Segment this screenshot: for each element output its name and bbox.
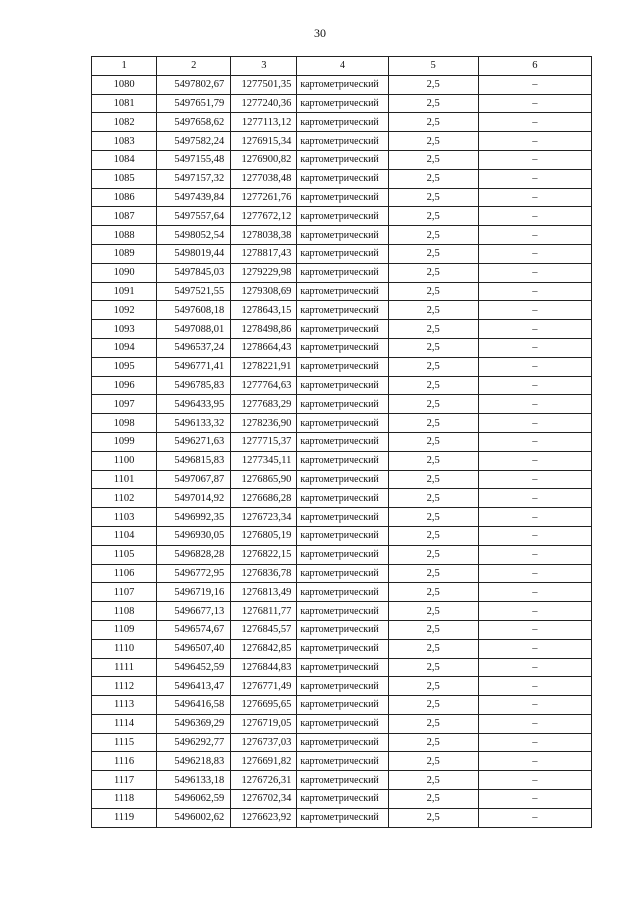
x-coordinate-cell: 5496992,35 [157, 508, 231, 527]
point-number-cell: 1101 [92, 470, 157, 489]
method-cell: картометрический [297, 658, 388, 677]
table-row [92, 583, 592, 602]
point-number-cell: 1119 [92, 808, 157, 827]
note-cell: – [478, 338, 591, 357]
accuracy-cell: 2,5 [388, 150, 478, 169]
column-header-2: 2 [157, 57, 231, 76]
method-cell: картометрический [297, 790, 388, 809]
method-cell: картометрический [297, 602, 388, 621]
note-cell: – [478, 414, 591, 433]
accuracy-cell: 2,5 [388, 376, 478, 395]
x-coordinate-cell: 5496815,83 [157, 451, 231, 470]
y-coordinate-cell: 1276695,65 [231, 696, 297, 715]
point-number-cell: 1117 [92, 771, 157, 790]
x-coordinate-cell: 5496772,95 [157, 564, 231, 583]
x-coordinate-cell: 5496369,29 [157, 714, 231, 733]
y-coordinate-cell: 1276836,78 [231, 564, 297, 583]
table-row [92, 357, 592, 376]
accuracy-cell: 2,5 [388, 94, 478, 113]
table-row [92, 470, 592, 489]
note-cell: – [478, 263, 591, 282]
y-coordinate-cell: 1276691,82 [231, 752, 297, 771]
table-row [92, 169, 592, 188]
y-coordinate-cell: 1277715,37 [231, 432, 297, 451]
point-number-cell: 1108 [92, 602, 157, 621]
note-cell: – [478, 169, 591, 188]
y-coordinate-cell: 1276737,03 [231, 733, 297, 752]
table-row [92, 733, 592, 752]
method-cell: картометрический [297, 226, 388, 245]
method-cell: картометрический [297, 808, 388, 827]
note-cell: – [478, 395, 591, 414]
method-cell: картометрический [297, 113, 388, 132]
y-coordinate-cell: 1277240,36 [231, 94, 297, 113]
table-row [92, 263, 592, 282]
method-cell: картометрический [297, 357, 388, 376]
x-coordinate-cell: 5496133,18 [157, 771, 231, 790]
table-row [92, 113, 592, 132]
table-row [92, 771, 592, 790]
accuracy-cell: 2,5 [388, 432, 478, 451]
accuracy-cell: 2,5 [388, 658, 478, 677]
note-cell: – [478, 470, 591, 489]
y-coordinate-cell: 1276865,90 [231, 470, 297, 489]
method-cell: картометрический [297, 639, 388, 658]
accuracy-cell: 2,5 [388, 771, 478, 790]
x-coordinate-cell: 5496292,77 [157, 733, 231, 752]
method-cell: картометрический [297, 583, 388, 602]
method-cell: картометрический [297, 188, 388, 207]
y-coordinate-cell: 1276915,34 [231, 132, 297, 151]
x-coordinate-cell: 5496413,47 [157, 677, 231, 696]
y-coordinate-cell: 1277345,11 [231, 451, 297, 470]
method-cell: картометрический [297, 282, 388, 301]
point-number-cell: 1080 [92, 75, 157, 94]
point-number-cell: 1111 [92, 658, 157, 677]
note-cell: – [478, 244, 591, 263]
method-cell: картометрический [297, 207, 388, 226]
point-number-cell: 1096 [92, 376, 157, 395]
accuracy-cell: 2,5 [388, 207, 478, 226]
note-cell: – [478, 526, 591, 545]
note-cell: – [478, 620, 591, 639]
table-row [92, 752, 592, 771]
point-number-cell: 1081 [92, 94, 157, 113]
point-number-cell: 1116 [92, 752, 157, 771]
point-number-cell: 1083 [92, 132, 157, 151]
point-number-cell: 1104 [92, 526, 157, 545]
y-coordinate-cell: 1276844,83 [231, 658, 297, 677]
note-cell: – [478, 790, 591, 809]
table-row [92, 545, 592, 564]
y-coordinate-cell: 1278664,43 [231, 338, 297, 357]
y-coordinate-cell: 1276623,92 [231, 808, 297, 827]
point-number-cell: 1089 [92, 244, 157, 263]
column-header-5: 5 [388, 57, 478, 76]
column-header-4: 4 [297, 57, 388, 76]
table-body [92, 75, 592, 827]
note-cell: – [478, 150, 591, 169]
y-coordinate-cell: 1276686,28 [231, 489, 297, 508]
note-cell: – [478, 226, 591, 245]
method-cell: картометрический [297, 470, 388, 489]
accuracy-cell: 2,5 [388, 263, 478, 282]
table-row [92, 790, 592, 809]
y-coordinate-cell: 1277038,48 [231, 169, 297, 188]
y-coordinate-cell: 1276900,82 [231, 150, 297, 169]
method-cell: картометрический [297, 132, 388, 151]
y-coordinate-cell: 1277672,12 [231, 207, 297, 226]
method-cell: картометрический [297, 94, 388, 113]
column-header-6: 6 [478, 57, 591, 76]
note-cell: – [478, 301, 591, 320]
x-coordinate-cell: 5498052,54 [157, 226, 231, 245]
table-row [92, 639, 592, 658]
accuracy-cell: 2,5 [388, 132, 478, 151]
y-coordinate-cell: 1276842,85 [231, 639, 297, 658]
x-coordinate-cell: 5496537,24 [157, 338, 231, 357]
y-coordinate-cell: 1277261,76 [231, 188, 297, 207]
point-number-cell: 1102 [92, 489, 157, 508]
method-cell: картометрический [297, 414, 388, 433]
point-number-cell: 1090 [92, 263, 157, 282]
accuracy-cell: 2,5 [388, 583, 478, 602]
x-coordinate-cell: 5496574,67 [157, 620, 231, 639]
point-number-cell: 1092 [92, 301, 157, 320]
note-cell: – [478, 508, 591, 527]
accuracy-cell: 2,5 [388, 301, 478, 320]
point-number-cell: 1103 [92, 508, 157, 527]
method-cell: картометрический [297, 771, 388, 790]
method-cell: картометрический [297, 395, 388, 414]
method-cell: картометрический [297, 508, 388, 527]
accuracy-cell: 2,5 [388, 639, 478, 658]
method-cell: картометрический [297, 320, 388, 339]
method-cell: картометрический [297, 714, 388, 733]
y-coordinate-cell: 1276805,19 [231, 526, 297, 545]
accuracy-cell: 2,5 [388, 508, 478, 527]
point-number-cell: 1110 [92, 639, 157, 658]
method-cell: картометрический [297, 564, 388, 583]
y-coordinate-cell: 1279229,98 [231, 263, 297, 282]
note-cell: – [478, 132, 591, 151]
table-row [92, 696, 592, 715]
y-coordinate-cell: 1276719,05 [231, 714, 297, 733]
x-coordinate-cell: 5496677,13 [157, 602, 231, 621]
table-row [92, 489, 592, 508]
point-number-cell: 1106 [92, 564, 157, 583]
method-cell: картометрический [297, 263, 388, 282]
accuracy-cell: 2,5 [388, 188, 478, 207]
y-coordinate-cell: 1277764,63 [231, 376, 297, 395]
method-cell: картометрический [297, 489, 388, 508]
y-coordinate-cell: 1276811,77 [231, 602, 297, 621]
y-coordinate-cell: 1276771,49 [231, 677, 297, 696]
accuracy-cell: 2,5 [388, 451, 478, 470]
point-number-cell: 1107 [92, 583, 157, 602]
x-coordinate-cell: 5497521,55 [157, 282, 231, 301]
column-header-3: 3 [231, 57, 297, 76]
accuracy-cell: 2,5 [388, 545, 478, 564]
y-coordinate-cell: 1277113,12 [231, 113, 297, 132]
point-number-cell: 1088 [92, 226, 157, 245]
y-coordinate-cell: 1278817,43 [231, 244, 297, 263]
note-cell: – [478, 583, 591, 602]
table-row [92, 395, 592, 414]
x-coordinate-cell: 5497608,18 [157, 301, 231, 320]
accuracy-cell: 2,5 [388, 489, 478, 508]
note-cell: – [478, 282, 591, 301]
y-coordinate-cell: 1278643,15 [231, 301, 297, 320]
note-cell: – [478, 564, 591, 583]
x-coordinate-cell: 5496271,63 [157, 432, 231, 451]
x-coordinate-cell: 5497557,64 [157, 207, 231, 226]
x-coordinate-cell: 5497802,67 [157, 75, 231, 94]
accuracy-cell: 2,5 [388, 714, 478, 733]
note-cell: – [478, 752, 591, 771]
note-cell: – [478, 451, 591, 470]
method-cell: картометрический [297, 244, 388, 263]
accuracy-cell: 2,5 [388, 282, 478, 301]
x-coordinate-cell: 5497067,87 [157, 470, 231, 489]
point-number-cell: 1099 [92, 432, 157, 451]
y-coordinate-cell: 1276845,57 [231, 620, 297, 639]
x-coordinate-cell: 5496719,16 [157, 583, 231, 602]
accuracy-cell: 2,5 [388, 677, 478, 696]
y-coordinate-cell: 1278038,38 [231, 226, 297, 245]
table-row [92, 564, 592, 583]
note-cell: – [478, 602, 591, 621]
method-cell: картометрический [297, 301, 388, 320]
column-header-1: 1 [92, 57, 157, 76]
note-cell: – [478, 113, 591, 132]
note-cell: – [478, 714, 591, 733]
accuracy-cell: 2,5 [388, 338, 478, 357]
method-cell: картометрический [297, 620, 388, 639]
note-cell: – [478, 432, 591, 451]
method-cell: картометрический [297, 75, 388, 94]
y-coordinate-cell: 1277683,29 [231, 395, 297, 414]
accuracy-cell: 2,5 [388, 602, 478, 621]
point-number-cell: 1115 [92, 733, 157, 752]
note-cell: – [478, 677, 591, 696]
note-cell: – [478, 320, 591, 339]
accuracy-cell: 2,5 [388, 320, 478, 339]
accuracy-cell: 2,5 [388, 113, 478, 132]
point-number-cell: 1084 [92, 150, 157, 169]
method-cell: картометрический [297, 677, 388, 696]
note-cell: – [478, 94, 591, 113]
method-cell: картометрический [297, 169, 388, 188]
x-coordinate-cell: 5496828,28 [157, 545, 231, 564]
x-coordinate-cell: 5496771,41 [157, 357, 231, 376]
page-number: 30 [314, 26, 326, 40]
x-coordinate-cell: 5496416,58 [157, 696, 231, 715]
accuracy-cell: 2,5 [388, 244, 478, 263]
method-cell: картометрический [297, 752, 388, 771]
x-coordinate-cell: 5497651,79 [157, 94, 231, 113]
y-coordinate-cell: 1276723,34 [231, 508, 297, 527]
table-row [92, 714, 592, 733]
y-coordinate-cell: 1276822,15 [231, 545, 297, 564]
note-cell: – [478, 376, 591, 395]
y-coordinate-cell: 1277501,35 [231, 75, 297, 94]
x-coordinate-cell: 5497155,48 [157, 150, 231, 169]
accuracy-cell: 2,5 [388, 752, 478, 771]
accuracy-cell: 2,5 [388, 620, 478, 639]
accuracy-cell: 2,5 [388, 169, 478, 188]
x-coordinate-cell: 5497845,03 [157, 263, 231, 282]
point-number-cell: 1095 [92, 357, 157, 376]
x-coordinate-cell: 5497157,32 [157, 169, 231, 188]
table-row [92, 677, 592, 696]
x-coordinate-cell: 5496507,40 [157, 639, 231, 658]
y-coordinate-cell: 1276813,49 [231, 583, 297, 602]
accuracy-cell: 2,5 [388, 395, 478, 414]
x-coordinate-cell: 5496452,59 [157, 658, 231, 677]
y-coordinate-cell: 1276702,34 [231, 790, 297, 809]
point-number-cell: 1118 [92, 790, 157, 809]
y-coordinate-cell: 1276726,31 [231, 771, 297, 790]
point-number-cell: 1085 [92, 169, 157, 188]
accuracy-cell: 2,5 [388, 790, 478, 809]
table-row [92, 508, 592, 527]
note-cell: – [478, 489, 591, 508]
method-cell: картометрический [297, 526, 388, 545]
x-coordinate-cell: 5496433,95 [157, 395, 231, 414]
table-row [92, 338, 592, 357]
table-row [92, 432, 592, 451]
note-cell: – [478, 658, 591, 677]
method-cell: картометрический [297, 432, 388, 451]
table-row [92, 620, 592, 639]
method-cell: картометрический [297, 376, 388, 395]
x-coordinate-cell: 5497088,01 [157, 320, 231, 339]
table-row [92, 75, 592, 94]
y-coordinate-cell: 1279308,69 [231, 282, 297, 301]
point-number-cell: 1082 [92, 113, 157, 132]
y-coordinate-cell: 1278221,91 [231, 357, 297, 376]
accuracy-cell: 2,5 [388, 733, 478, 752]
note-cell: – [478, 696, 591, 715]
note-cell: – [478, 207, 591, 226]
table-row [92, 282, 592, 301]
table-row [92, 244, 592, 263]
point-number-cell: 1091 [92, 282, 157, 301]
accuracy-cell: 2,5 [388, 357, 478, 376]
point-number-cell: 1113 [92, 696, 157, 715]
accuracy-cell: 2,5 [388, 414, 478, 433]
x-coordinate-cell: 5497014,92 [157, 489, 231, 508]
table-row [92, 207, 592, 226]
x-coordinate-cell: 5496002,62 [157, 808, 231, 827]
note-cell: – [478, 545, 591, 564]
table-row [92, 451, 592, 470]
accuracy-cell: 2,5 [388, 75, 478, 94]
method-cell: картометрический [297, 150, 388, 169]
note-cell: – [478, 733, 591, 752]
method-cell: картометрический [297, 733, 388, 752]
point-number-cell: 1094 [92, 338, 157, 357]
y-coordinate-cell: 1278236,90 [231, 414, 297, 433]
table-row [92, 808, 592, 827]
table-row [92, 188, 592, 207]
x-coordinate-cell: 5497582,24 [157, 132, 231, 151]
note-cell: – [478, 771, 591, 790]
table-row [92, 376, 592, 395]
x-coordinate-cell: 5496062,59 [157, 790, 231, 809]
note-cell: – [478, 75, 591, 94]
point-number-cell: 1086 [92, 188, 157, 207]
point-number-cell: 1093 [92, 320, 157, 339]
note-cell: – [478, 808, 591, 827]
x-coordinate-cell: 5496133,32 [157, 414, 231, 433]
table-row [92, 150, 592, 169]
point-number-cell: 1105 [92, 545, 157, 564]
table-row [92, 320, 592, 339]
note-cell: – [478, 357, 591, 376]
point-number-cell: 1097 [92, 395, 157, 414]
table-row [92, 526, 592, 545]
coordinates-table [91, 56, 592, 828]
accuracy-cell: 2,5 [388, 564, 478, 583]
table-row [92, 132, 592, 151]
point-number-cell: 1112 [92, 677, 157, 696]
note-cell: – [478, 639, 591, 658]
method-cell: картометрический [297, 545, 388, 564]
method-cell: картометрический [297, 338, 388, 357]
x-coordinate-cell: 5496930,05 [157, 526, 231, 545]
point-number-cell: 1100 [92, 451, 157, 470]
table-row [92, 301, 592, 320]
x-coordinate-cell: 5498019,44 [157, 244, 231, 263]
point-number-cell: 1109 [92, 620, 157, 639]
point-number-cell: 1098 [92, 414, 157, 433]
accuracy-cell: 2,5 [388, 808, 478, 827]
table-row [92, 414, 592, 433]
accuracy-cell: 2,5 [388, 696, 478, 715]
note-cell: – [478, 188, 591, 207]
accuracy-cell: 2,5 [388, 226, 478, 245]
y-coordinate-cell: 1278498,86 [231, 320, 297, 339]
method-cell: картометрический [297, 451, 388, 470]
table-row [92, 94, 592, 113]
table-row [92, 658, 592, 677]
accuracy-cell: 2,5 [388, 526, 478, 545]
x-coordinate-cell: 5497658,62 [157, 113, 231, 132]
table-row [92, 602, 592, 621]
accuracy-cell: 2,5 [388, 470, 478, 489]
point-number-cell: 1087 [92, 207, 157, 226]
point-number-cell: 1114 [92, 714, 157, 733]
table-header-row [92, 57, 592, 76]
x-coordinate-cell: 5496218,83 [157, 752, 231, 771]
table-row [92, 226, 592, 245]
x-coordinate-cell: 5497439,84 [157, 188, 231, 207]
method-cell: картометрический [297, 696, 388, 715]
x-coordinate-cell: 5496785,83 [157, 376, 231, 395]
